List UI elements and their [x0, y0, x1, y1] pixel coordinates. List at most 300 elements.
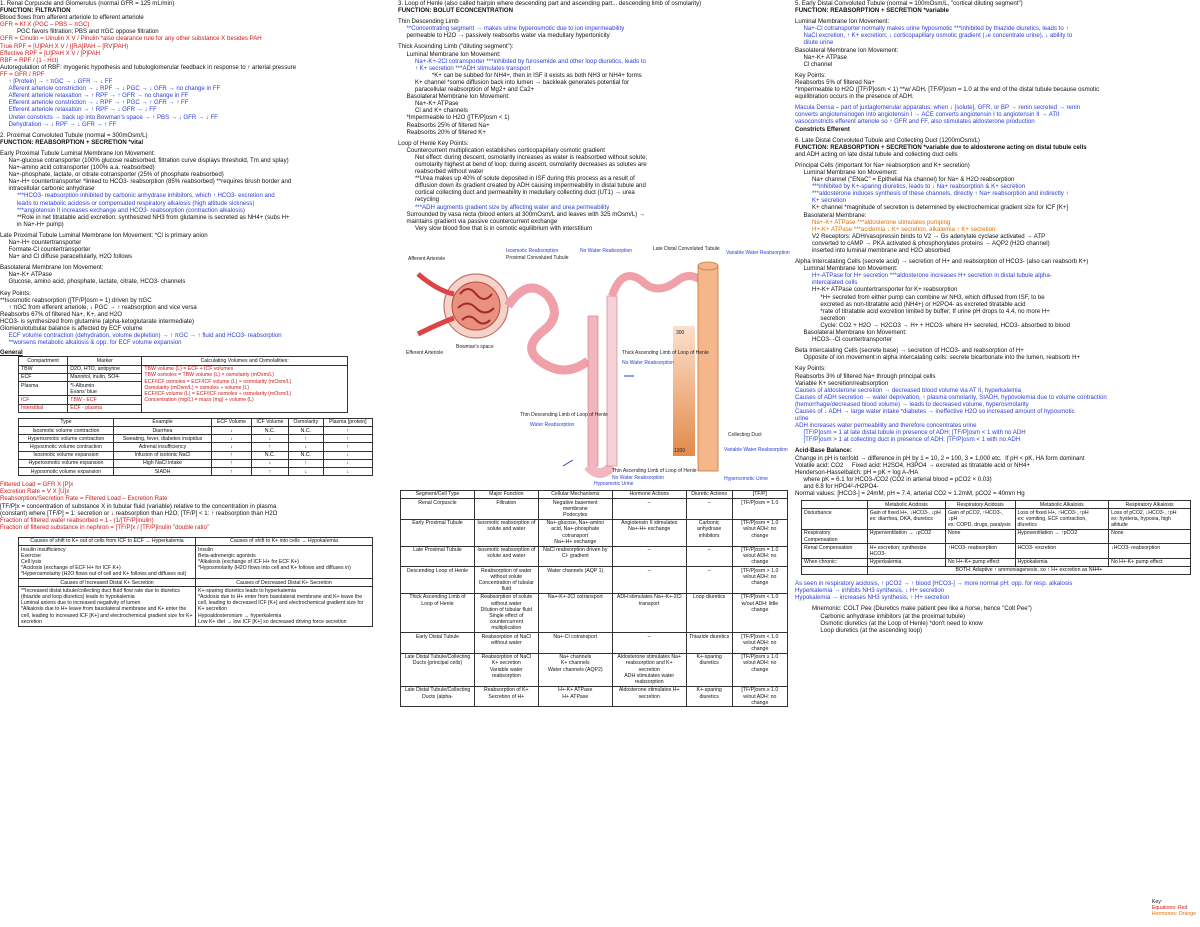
text-line: Key Points: [795, 365, 826, 373]
table-cell: N.C. [289, 451, 324, 459]
text-line: diffusion down its gradient created by ADH causing impermeability in distal tubule and [398, 182, 646, 190]
text-line: in Na+-H+ pump) [0, 220, 64, 228]
text-line: Afferent arteriole relaxation → ↑ RPF → ↑ GFR → no change in FF [0, 92, 189, 100]
table-cell: Gain of pCO2, ↑HCO3-, ↓pH ex: COPD, drugs, paralysis [946, 509, 1016, 530]
text-line: ***inhibited by K+-sparing diuretics, leads to ↓ Na+ reabsorption & K+ secretion [795, 183, 1026, 191]
table-cell: ↑ [289, 435, 324, 443]
table-header-cell: Respiratory Acidosis [946, 501, 1016, 509]
text-line: leads to metabolic acidosis or compensated respiratory alkalosis (high altitude sickness) [0, 199, 255, 207]
table-cell [802, 566, 868, 574]
table-cell: ↓ [323, 459, 372, 467]
table-cell: TBW - ECF [68, 396, 142, 404]
water-arrow [563, 460, 573, 466]
table-cell: ↑ [212, 459, 252, 467]
text-line: 2. Proximal Convoluted Tubule (normal = 300mOsm/L) [0, 131, 148, 139]
text-line: H+-K+ ATPase countertransporter for K+ reabsorption [795, 286, 958, 294]
nephron-illustration [398, 236, 790, 486]
table-cell: ↑ [251, 443, 288, 451]
table-cell: Renal Compensation [802, 544, 868, 558]
table-cell: Respiratory Compensation [802, 529, 868, 543]
text-line: Constricts Efferent [795, 125, 850, 133]
text-line: and ADH acting on late distal tubule and collecting duct cells [795, 150, 958, 158]
text-line: Na+-K+ ATPase [795, 53, 848, 61]
label-thick-ascending: Thick Ascending Limb of Loop of Henle [622, 349, 709, 356]
table-cell: ↓ [323, 468, 372, 476]
table-header-cell: Hormone Actions [612, 490, 686, 498]
text-line: Volatile acid: CO2 Fixed acid: H2SO4, H3PO4 → excreted as titratable acid or NH4+ [795, 461, 1030, 469]
text-line: *rate of titratable acid excretion limited by buffer; If urine pH drops to 4.4, no more H+ [795, 307, 1050, 315]
text-line: FUNCTION: REABSORPTION + SECRETION *variable [795, 7, 949, 15]
text-line: Mnemonic: COLT Pee (Diuretics make patient pee like a horse, hence "Colt Pee") [795, 605, 1032, 613]
table-header-cell: Causes of Increased Distal K+ Secretion [19, 579, 196, 587]
text-line: Acid-Base Balance: [795, 447, 852, 455]
general-title: General [0, 349, 23, 357]
text-line: FUNCTION: FILTRATION [0, 7, 71, 15]
table-cell: ↓ [212, 443, 252, 451]
table-header-cell: Calculating Volumes and Osmolalities: [142, 357, 348, 365]
text-line: where pK = 6.1 for HCO3-/CO2 (CO2 in arterial blood = pCO2 × 0.03) [795, 475, 992, 483]
text-line: Opposite of ion movement in alpha intercalating cells: secrete bicarbonate into the lumen, reabsorb H+ [795, 354, 1081, 362]
key-orange: Hormones: Orange [1151, 911, 1196, 917]
table-cell: Diarrhea [113, 427, 211, 435]
table-cell: ECF - plasma [68, 404, 142, 412]
text-line: Causes of aldosterone secretion → decreased blood volume via AT II, hyperkalemia [795, 386, 1022, 394]
ascending-limb [607, 296, 617, 466]
text-line: Luminal Membrane Ion Movement: [795, 265, 898, 273]
text-line: Causes of ↓ ADH → large water intake *diabetes → ineffective H2O so increased amount of hyposmotic [795, 407, 1075, 415]
acid-base-table [801, 500, 1191, 575]
table-cell: – [612, 546, 686, 567]
text-line: Reabsorbs 25% of filtered Na+ [398, 121, 490, 129]
table-cell: [TF/P]osm = 1.0 [732, 499, 787, 520]
table-row [19, 418, 373, 426]
table-cell: Hyperosmotic volume expansion [19, 459, 114, 467]
distal-tubule [612, 276, 702, 296]
table-cell: – [612, 567, 686, 594]
table-cell: ↓ [212, 435, 252, 443]
table-row [19, 443, 373, 451]
table-cell: Reabsorption of NaCl K+ secretion Variable water reabsorption [474, 653, 538, 686]
table-cell: D2O, HTO, antipyrine [68, 365, 142, 373]
table-cell: Loss of fixed H+, ↑HCO3-, ↑pH ex: vomiting, ECF contraction, diuretics [1015, 509, 1109, 530]
text-line: [TF/P]osm = 1 at late distal tubule in presence of ADH; [TF/P]osm < 1 with no ADH [795, 429, 1026, 437]
table-cell: Early Distal Tubule [401, 633, 475, 654]
table-cell: Carbonic anhydrase inhibitors [686, 519, 732, 546]
section-loop-of-henle [398, 0, 790, 232]
text-line: and 6.8 for HPO4²-/H2PO4- [795, 482, 879, 490]
table-cell: Na+-K+-2Cl cotransport [538, 593, 612, 632]
text-line: H+-K+ ATPase ***acidemia ↓ K+ secretion, alkalemia ↑ K+ secretion [795, 225, 996, 233]
table-cell: TBW [19, 365, 68, 373]
text-line: Na+-K+ ATPase [0, 271, 53, 279]
table-row [401, 686, 788, 707]
table-row [401, 567, 788, 594]
text-line: intercalated cells [795, 279, 858, 287]
table-row [401, 519, 788, 546]
table-cell: N.C. [251, 451, 288, 459]
formula-line: TBW osmoles = TBW volume (L) × osmolarity (mOsm/L) [144, 372, 274, 379]
text-line: V2 Receptors: ADH/vasopressin binds to V2 → Gs adenylate cyclase activated → ATP [795, 232, 1046, 240]
formula-line: Concentration (mg/L) = mass (mg) ÷ volume (L) [144, 397, 254, 404]
table-row [19, 587, 373, 626]
section-mnemonic [795, 580, 1200, 634]
text-line: FF = GFR / RPF [0, 70, 45, 78]
text-line: ECF volume contraction (dehydration, volume depletion) → ↑ πGC → ↑ fluid and HCO3- reabsorption [0, 332, 282, 340]
text-line: ADH increases water permeability and therefore concentrates urine [795, 422, 977, 430]
label-no-water-1: No Water Reabsorption [580, 247, 633, 254]
label-thin-descending: Thin Descending Limb of Loop of Henle [520, 411, 608, 418]
text-line: Key Points: [795, 71, 826, 79]
text-line: Dehydration → ↓ RPF → ↓ GFR → ↑ FF [0, 120, 117, 128]
text-line: permeable to H2O → passively reabsorbs water via medullary hypertonicity [398, 32, 610, 40]
label-collecting: Collecting Duct [728, 431, 762, 438]
label-hyposmotic: Hyposmotic Urine [594, 480, 634, 486]
table-cell: ADH stimulates Na+-K+-2Cl transport [612, 593, 686, 632]
label-variable-2: Variable Water Reabsorption [724, 446, 788, 453]
table-cell: N.C. [289, 427, 324, 435]
text-line: ***HCO3- reabsorption inhibited by carbonic anhydrase inhibitors, which ↑ HCO3- excretion and [0, 192, 275, 200]
text-line: Afferent arteriole constriction → ↓ RPF → ↓ PGC → ↓ GFR → no change in FF [0, 85, 221, 93]
table-header-cell [802, 501, 868, 509]
text-line: H+-ATPase for H+ secretion ***aldosterone increases H+ secretion in distal tubule alpha- [795, 272, 1052, 280]
table-row [19, 365, 348, 373]
label-hyperosmotic: Hyperosmotic Urine [724, 475, 768, 482]
text-line: converted to cAMP → PKA activated & phosphorylates proteins → AQP2 (H2O channel) [795, 239, 1050, 247]
text-line: Efferent arteriole constriction → ↓ RPF → ↑ PGC → ↑ GFR → ↑ FF [0, 99, 189, 107]
column-middle [398, 0, 790, 927]
table-row [802, 566, 1191, 574]
label-pct-reab: Isosmotic Reabsorption [506, 247, 559, 254]
formula-line: TBW volume (L) = ECF + ICF volumes [144, 366, 234, 373]
text-line: 3. Loop of Henle (also called hairpin where descending part and ascending part... descending limb of osmolarity) [398, 0, 702, 7]
text-line: (constant) where [TF/P] = 1: secretion or ↓ reabsorption than H2O; [TF/P] < 1: ↑ reabsorption than H2O [0, 509, 278, 517]
table-cell: Early Proximal Tubule [401, 519, 475, 546]
table-cell: K+-sparing diuretics [686, 653, 732, 686]
text-line: GFR = Cinulin = Uinulin X V / Pinulin *also clearance rule for any other substance X besides PAH [0, 35, 262, 43]
text-line: paracellular reabsorption of Mg2+ and Ca2+ [398, 86, 535, 94]
table-cell: Na+-Cl cotransport [538, 633, 612, 654]
text-line: excreted as non-titratable acid (NH4+) or H2PO4- as excreted titratable acid [795, 300, 1026, 308]
table-cell: Hypokalemia [1015, 558, 1109, 566]
text-line: Na+-Cl cotransporter normally makes urine hyposmotic ***inhibited by thiazide diuretics, leads to ↑ [795, 25, 1069, 33]
text-line: Alpha Intercalating Cells (secrete acid) → secretion of H+ and reabsorption of HCO3- (also can reabsorb K+) [795, 258, 1089, 266]
text-line: Thin Descending Limb [398, 18, 459, 26]
text-line: Causes of ADH secretion → water deprivation, ↑ plasma osmolarity, SIADH, hypovolemia due to volume contraction [795, 393, 1107, 401]
text-line: Very slow blood flow that is in osmotic equilibrium with interstitium [398, 224, 593, 232]
text-line: ↑ [Protein] → ↑ πGC → ↓ GFR → ↓ FF [0, 78, 113, 86]
text-line: Cycle: CO2 + H2O → H2CO3 → H+ + HCO3- where H+ secreted, HCO3- absorbed to blood [795, 321, 1071, 329]
text-line: Loop diuretics (at the ascending loop) [795, 626, 923, 634]
text-line: Basolateral Membrane Ion Movement: [795, 329, 907, 337]
label-afferent: Afferent Arteriole [408, 255, 446, 262]
table-header-cell: Causes of shift to K+ into cells → Hypokalemia [196, 537, 373, 545]
text-line: dilute urine [795, 39, 834, 47]
table-header-cell: Compartment [19, 357, 68, 365]
table-cell: ↓ [251, 459, 288, 467]
table-cell: Aldosterone stimulates Na+ reabsorption and K+ secretion ADH stimulates water reabsorption [612, 653, 686, 686]
text-line: Na+-phosphate, lactate, or citrate cotransporter (25% of phosphate reabsorbed) [0, 171, 224, 179]
table-row [19, 435, 373, 443]
text-line: secretion [795, 314, 846, 322]
text-line: Na+ channel ("ENaC" = Epithelial Na channel) for Na+ & H2O reabsorption [795, 176, 1015, 184]
formula-line: Osmolarity (mOsm/L) = osmoles ÷ volume (L) [144, 384, 250, 391]
text-line: Principal Cells (important for Na+ reabsorption and K+ secretion) [795, 161, 970, 169]
table-cell: Adrenal insufficiency [113, 443, 211, 451]
table-cell: ↑ [212, 468, 252, 476]
text-line: 1. Renal Corpuscle and Glomerulus (normal GFR = 125 mL/min) [0, 0, 175, 7]
text-line: Efferent arteriole relaxation → ↑ RPF → ↓ GFR → ↓ FF [0, 106, 157, 114]
text-line: Change in pH is tenfold → difference in pH by 1 = 10, 2 = 100, 3 = 1,000 etc. If pH < pK, HA form dominant [795, 454, 1085, 462]
text-line: Blood flows from afferent arteriole to efferent arteriole [0, 14, 144, 22]
section-distal-tubule [795, 0, 1200, 497]
table-cell: Reabsorption of water without solute Concentration of tubular fluid [474, 567, 538, 594]
text-line: **Role in net titratable acid excretion: synthesized NH3 from glutamine is secreted as NH4+ (subs H+ [0, 213, 290, 221]
table-cell: H+-K+ ATPase H+ ATPase [538, 686, 612, 707]
text-line: maintains gradient via passive countercurrent exchange [398, 217, 558, 225]
compartment-table [18, 356, 348, 412]
table-cell: [TF/P]osm = 1.0 w/out ADH: no change [732, 519, 787, 546]
text-line: *Impermeable to H2O ([TF/P]osm < 1) **w/ ADH, [TF/P]osm = 1.0 at the end of the distal tubule because osmotic [795, 86, 1100, 94]
text-line: inserted into luminal membrane and H2O absorbed [795, 247, 951, 254]
table-cell: None [1109, 529, 1191, 543]
table-cell: – [686, 567, 732, 594]
osmolarity-gradient [673, 326, 695, 456]
text-line: Hyperkalemia → inhibits NH3 synthesis, ↓ H+ secretion [795, 587, 945, 595]
text-line: As seen in respiratory acidosis, ↑ pCO2 → ↑ blood [HCO3-] → more normal pH; opp. for resp. alkalosis [795, 580, 1073, 588]
table-row [401, 593, 788, 632]
text-line: Reabsorbs 3% of filtered Na+ through principal cells [795, 372, 936, 380]
text-line: ***angiotensin II increases exchange and HCO3- reabsorption (contraction alkalosis) [0, 206, 245, 214]
table-cell: *I-Albumin Evans' blue [68, 382, 142, 396]
table-row [802, 544, 1191, 558]
table-row [802, 558, 1191, 566]
text-line: NaCl excretion, ↑ K+ excretion; ↓ corticopapillary osmotic gradient (↓e concentrate urine), ↓ ability to [795, 32, 1073, 40]
text-line: Early Proximal Tubule Luminal Membrane Ion Movement: [0, 149, 156, 157]
table-cell: ↓ [212, 427, 252, 435]
table-cell: Reabsorption of NaCl without water [474, 633, 538, 654]
table-cell: ↓ [251, 435, 288, 443]
table-header-cell: Segment/Cell Type [401, 490, 475, 498]
table-cell: [TF/P]osm < 1.0 w/out ADH: no change [732, 633, 787, 654]
table-row [401, 546, 788, 567]
table-header-cell: Diuretic Actions [686, 490, 732, 498]
volume-changes-table [18, 418, 373, 476]
table-cell: H+ excretion; synthesize HCO3- [867, 544, 945, 558]
table-row [802, 501, 1191, 509]
table-cell: ↑ [323, 435, 372, 443]
text-line: Ureter constricts → back up into Bowman's space → ↑ PBS → ↓ GFR → ↓ FF [0, 113, 218, 121]
column-left [0, 0, 395, 927]
table-cell: Disturbance [802, 509, 868, 530]
text-line: **worsens metabolic alkalosis & opp. for ECF volume expansion [0, 339, 182, 347]
table-cell: ↓HCO3- reabsorption [1109, 544, 1191, 558]
text-line: Osmotic diuretics (at the Loop of Henle) *don't need to know [795, 619, 983, 627]
table-row [802, 509, 1191, 530]
text-line: RBF = RPF / (1 - Hct) [0, 56, 59, 64]
text-line: Formate-Cl countertransporter [0, 246, 91, 254]
table-cell: Na+ channels K+ channels Water channels (AQP2) [538, 653, 612, 686]
table-cell: Na+-glucose, Na+-amino acid, Na+-phosphate cotransport Na+-H+ exchange [538, 519, 612, 546]
text-line: Fraction of filtered substance in nephron = [TF/P]x / [TF/P]inulin "double ratio" [0, 523, 210, 531]
table-cell: Late Proximal Tubule [401, 546, 475, 567]
table-header-cell: Causes of shift to K+ out of cells from ICF to ECF → Hyperkalemia [19, 537, 196, 545]
text-line: recycling [398, 196, 439, 204]
text-line: K+ channel *magnitude of secretion is determined by electrochemical gradient size for ICF [K+] [795, 204, 1069, 212]
table-header-cell: Plasma [protein] [323, 418, 372, 426]
formula-line: ECF/ICF volume (L) = ECF/ICF osmoles ÷ osmolarity (mOsm/L) [144, 390, 292, 397]
text-line: [TF/P]osm > 1 at collecting duct in presence of ADH; [TF/P]osm < 1 with no ADH [795, 436, 1021, 444]
text-line: HCO3- is synthesized from glutamine (alpha-ketoglutarate intermediate) [0, 317, 195, 325]
text-line: Glomerulotubular balance is affected by ECF volume [0, 325, 143, 333]
text-line: Reabsorbs 67% of filtered Na+, K+, and H2O [0, 310, 122, 318]
table-cell: K+-sparing diuretics [686, 686, 732, 707]
table-cell: No H+-K+ pump effect [1109, 558, 1191, 566]
table-cell: Interstitial [19, 404, 68, 412]
text-line: (hemorrhage/decreased blood volume) → leads to decreased volume, hyperosmolarity [795, 400, 1029, 408]
table-cell: No H+-K+ pump effect [946, 558, 1016, 566]
text-line: GFR = Kf X (PGC – PBS – πGC) [0, 21, 90, 29]
text-line: FUNCTION: BOLUT ECONCENTRATION [398, 7, 513, 15]
text-line: Hypokalemia → increases NH3 synthesis, ↑ H+ secretion [795, 594, 950, 602]
table-cell: – [612, 499, 686, 520]
text-line: Na+-H+ countertransporter *linked to HCO3- reabsorption (85% reabsorbed) **requires brush border and [0, 178, 292, 186]
text-line: Reabsorbs 20% of filtered K+ [398, 128, 486, 136]
table-header-cell: Metabolic Acidosis [867, 501, 945, 509]
text-line: True RPF = [U]PAH X V / ([RA]PAH – [RV]PAH) [0, 42, 129, 50]
table-cell: Isosmotic volume contraction [19, 427, 114, 435]
table-cell: ↓ [323, 451, 372, 459]
table-cell: ECF [19, 373, 68, 381]
table-cell: Loop diuretics [686, 593, 732, 632]
table-cell: ↑ [289, 459, 324, 467]
table-row [19, 546, 373, 579]
text-line: osmolarity highest at bend of loop; during ascent, osmolarity decreases as solutes are [398, 160, 647, 168]
table-cell: ↓ [289, 468, 324, 476]
text-line: *H+ secreted from either pump can combine w/ NH3, which diffused from ISF, to be [795, 293, 1045, 301]
table-cell: Insulin insufficiency Exercise Cell lysis *Acidosis (exchange of ECF H+ for ICF K+) *Hyperosmolarity (H2O flows out of cell and K+ follows and diffuses out) [19, 546, 196, 579]
text-line: Countercurrent multiplication establishes corticopapillary osmotic gradient [398, 146, 605, 154]
table-header-cell: Example [113, 418, 211, 426]
table-cell: Hyperkalemia [867, 558, 945, 566]
table-cell: [TF/P]osm = 1.0 w/out ADH: no change [732, 546, 787, 567]
table-cell: Isosmotic reabsorption of solute and water [474, 546, 538, 567]
table-header-cell: Marker [68, 357, 142, 365]
table-cell: **Increased distal tubule/collecting duct fluid flow rate due to diuretics (thiazide and loop diuretics) leads to hypokalemia Luminal anions due to increased negativity of lumen *Alkalosis due to H+ leave from basolateral membrane and K+ enter the cell, leading to increased ICF [K+] and electrochemical gradient size for K+ secretion [19, 587, 196, 626]
label-bowman: Bowman's space [456, 343, 494, 350]
text-line: Reabsorbs 5% of filtered Na+ [795, 78, 875, 86]
label-1200: 1200 [674, 447, 686, 454]
text-line: Glucose, amino acid, phosphate, lactate, citrate, HCO3- channels [0, 278, 186, 286]
table-row [19, 537, 373, 545]
table-cell: High NaCl intake [113, 459, 211, 467]
label-thin-ascending: Thin Ascending Limb of Loop of Henle [612, 467, 697, 474]
text-line: Filtered Load = GFR X [P]x [0, 481, 74, 489]
label-300: 300 [676, 329, 685, 336]
table-cell: Water channels (AQP 1) [538, 567, 612, 594]
text-line: Na+-K+ ATPase ***aldosterone stimulates pumping [795, 218, 951, 226]
table-cell: Isosmotic volume expansion [19, 451, 114, 459]
table-cell: [TF/P]osm ≥ 1.0 w/out ADH: no change [732, 653, 787, 686]
text-line: FUNCTION: REABSORPTION + SECRETION *vital [0, 138, 144, 146]
text-line: Surrounded by vasa recta (blood enters at 300mOsm/L and leaves with 325 mOsm/L) → [398, 210, 646, 218]
text-line: Beta Intercalating Cells (secrete base) → secretion of HCO3- and reabsorption of H+ [795, 347, 1024, 355]
text-line: intracellular carbonic anhydrase [0, 185, 95, 193]
table-row [401, 490, 788, 498]
table-row [401, 653, 788, 686]
text-line: K+ channel *some diffusion back into lumen → backleak generates potential for [398, 78, 630, 86]
table-cell: Angiotensin II stimulates Na+-H+ exchange [612, 519, 686, 546]
table-cell: Thick Ascending Limb of Loop of Henle [401, 593, 475, 632]
text-line: Na+-glucose cotransporter (100% glucose reabsorbed, filtration curve displays threshold, Tm and splay) [0, 156, 289, 164]
text-line: Henderson-Hasselbalch: pH = pK + log A-/HA [795, 468, 919, 476]
table-cell: N.C. [251, 427, 288, 435]
label-no-water-2: No Water Reabsorption [622, 359, 675, 366]
table-cell: – [686, 546, 732, 567]
table-header-cell: Causes of Decreased Distal K+ Secretion [196, 579, 373, 587]
text-line: ↑ K+ secretion ***ADH stimulates transport [398, 64, 531, 72]
table-cell: ↓ [289, 443, 324, 451]
key-title: Key: [1151, 899, 1163, 905]
table-header-cell: Type [19, 418, 114, 426]
table-row [401, 633, 788, 654]
table-header-cell: Major Function [474, 490, 538, 498]
text-line: Net effect: during descent, osmolarity increases as water is reabsorbed without solute; [398, 153, 648, 161]
table-cell: None [946, 529, 1016, 543]
color-key [1152, 899, 1196, 917]
text-line: Cl channel [795, 60, 833, 68]
table-header-cell: Respiratory Alkalosis [1109, 501, 1191, 509]
text-line: Na+-K+ ATPase [398, 100, 459, 108]
text-line: Effective RPF = [U]PAH X V / [P]PAH [0, 49, 101, 57]
table-cell: Reabsorption of solute without water Dilution of tubular fluid Single effect of countercurrent multiplication [474, 593, 538, 632]
table-cell: ↑HCO3- reabsorption [946, 544, 1016, 558]
efferent-arteriole [418, 318, 454, 334]
text-line: **Isosmotic reabsorption ([TF/P]osm = 1) driven by πGC [0, 296, 152, 304]
table-cell: When chronic: [802, 558, 868, 566]
column-right [795, 0, 1200, 927]
table-cell: Gain of fixed H+, ↓HCO3-, ↓pH ex: diarrhea, DKA, diuretics [867, 509, 945, 530]
label-late-distal: Late Distal Convoluted Tubule [653, 245, 720, 252]
text-line: 5. Early Distal Convoluted Tubule (normal = 100mOsm/L, "cortical diluting segment") [795, 0, 1023, 7]
table-cell: – [686, 499, 732, 520]
text-line: **Concentrating segment → makes urine hyperosmotic due to ion impermeability [398, 25, 625, 33]
table-cell: ↑ [323, 427, 372, 435]
table-row [19, 468, 373, 476]
table-header-cell: [TF/P] [732, 490, 787, 498]
glomerulus [444, 274, 508, 338]
table-cell: – [612, 633, 686, 654]
formula-line: ECF/ICF osmoles = ECF/ICF volume (L) × osmolarity (mOsm/L) [144, 378, 292, 385]
table-cell: Mannitol, inulin, SO4- [68, 373, 142, 381]
text-line: [TF/P]x = concentration of substance X in tubular fluid (variable) relative to the concentration in plasma [0, 502, 277, 510]
text-line: urine [795, 415, 809, 423]
text-line: Luminal Membrane Ion Movement: [795, 168, 898, 176]
section-filtered-load [0, 481, 395, 531]
label-pct: Proximal Convoluted Tubule [506, 254, 569, 261]
collecting-duct [698, 266, 718, 471]
table-row [19, 357, 348, 365]
table-cell: ↑ [212, 451, 252, 459]
table-header-cell: Osmolarity [289, 418, 324, 426]
text-line: *K+ can be subbed for NH4+, then in ISF it exists as both NH3 or NH4+ forms [398, 71, 642, 79]
text-line: vasoconstricts efferent arteriole so ↑ GFR and FF, also stimulates aldosterone production [795, 118, 1035, 126]
table-cell: Insulin Beta-adrenergic agonists *Alkalosis (exchange of ICF H+ for ECF K+) *Hyposmolarity (H2O flows into cell and K+ follows and diffuses in) [196, 546, 373, 579]
text-line: Reabsorption/Secretion Rate = Filtered Load – Excretion Rate [0, 495, 168, 503]
text-line: Carbonic anhydrase inhibitors (at the proximal tubule) [795, 612, 966, 620]
text-line: Luminal Membrane Ion Movement: [398, 50, 501, 58]
text-line: Autoregulation of RBF: myogenic hypothesis and tubuloglomerular feedback in response to ↑ arterial pressure [0, 63, 297, 71]
table-cell: Isosmotic reabsorption of solute and water [474, 519, 538, 546]
